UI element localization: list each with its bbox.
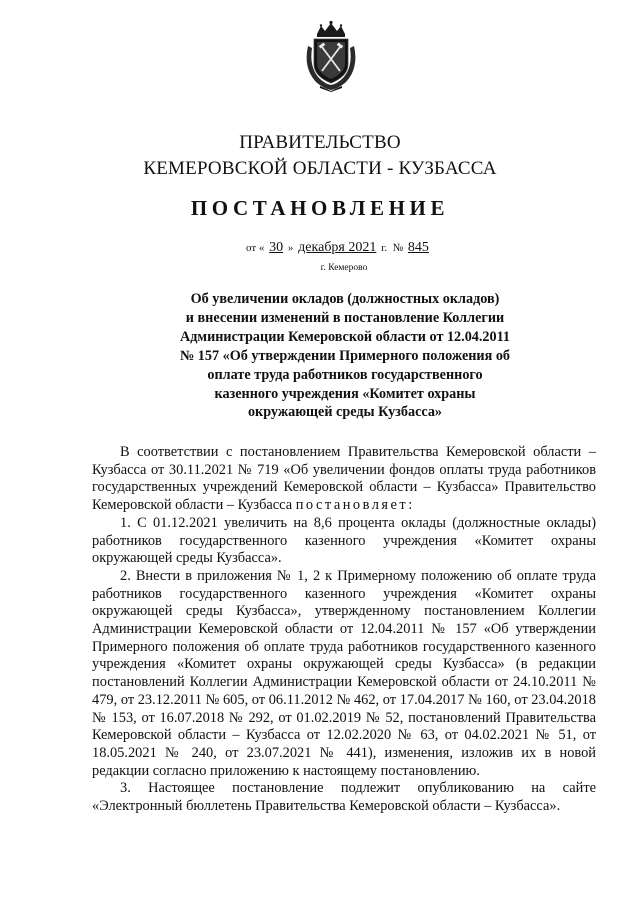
subject-line: и внесении изменений в постановление Коллегии bbox=[185, 309, 505, 326]
intro-text: В соответствии с постановлением Правительства Кемеровской области – Кузбасса от 30.11.2021 № 719 «Об увеличении фондов оплаты труда работников государственных учреждений Кемеровской области – Кузбасса» Правительство Кемеровской области – Кузбасса bbox=[92, 444, 596, 514]
decree-body bbox=[92, 444, 596, 816]
subject-line: № 157 «Об утверждении Примерного положения об bbox=[179, 347, 511, 364]
date-day: 30 bbox=[269, 240, 284, 255]
decree-date-line bbox=[246, 240, 431, 256]
date-month-year: декабря 2021 bbox=[298, 240, 377, 255]
item-1-paragraph: 1. С 01.12.2021 увеличить на 8,6 процента оклады (должностные оклады) работников государственного казенного учреждения «Комитет охраны окружающей среды Кузбасса». bbox=[92, 514, 596, 567]
subject-line: Об увеличении окладов (должностных окладов) bbox=[190, 291, 500, 307]
item-3-paragraph: 3. Настоящее постановление подлежит опубликованию на сайте «Электронный бюллетень Правительства Кемеровской области – Кузбасса». bbox=[92, 780, 596, 815]
date-prefix: от bbox=[246, 242, 257, 254]
decree-number: 845 bbox=[407, 240, 429, 255]
intro-paragraph bbox=[92, 444, 596, 515]
subject-line: Администрации Кемеровской области от 12.04.2011 bbox=[179, 328, 511, 345]
subject-line: оплате труда работников государственного bbox=[207, 366, 483, 383]
decree-number-label: № bbox=[392, 242, 404, 254]
item-2-paragraph: 2. Внести в приложения № 1, 2 к Примерному положению об оплате труда работников государственного казенного учреждения «Комитет охраны окружающей среды Кузбасса», утвержденному постановлением Коллегии Администрации Кемеровской области от 12.04.2011 № 157 «Об утверждении Примерного положения об оплате труда работников государственного казенного учреждения «Комитет охраны окружающей среды Кузбасса» (в редакции постановлений Коллегии Администрации Кемеровской области от 24.10.2011 № 479, от 23.12.2011 № 605, от 06.11.2012 № 462, от 17.04.2017 № 160, от 23.04.2018 № 153, от 16.07.2018 № 292, от 01.02.2019 № 52, постановлений Правительства Кемеровской области – Кузбасса от 12.02.2020 № 63, от 04.02.2021 № 51, от 18.05.2021 № 240, от 23.07.2021 № 441), изменения, изложив их в новой редакции согласно приложению к настоящему постановлению. bbox=[92, 567, 596, 779]
document-title: ПОСТАНОВЛЕНИЕ bbox=[190, 196, 450, 220]
date-open-quote: « bbox=[258, 242, 265, 254]
intro-verb: постановляет: bbox=[295, 497, 415, 514]
decree-subject bbox=[150, 290, 540, 422]
government-name-line1: ПРАВИТЕЛЬСТВО bbox=[239, 132, 401, 153]
coat-of-arms-icon bbox=[300, 20, 362, 92]
subject-line: окружающей среды Кузбасса» bbox=[247, 404, 443, 421]
decree-city: г. Кемерово bbox=[320, 263, 368, 273]
subject-line: казенного учреждения «Комитет охраны bbox=[214, 385, 476, 402]
government-name-line2: КЕМЕРОВСКОЙ ОБЛАСТИ - КУЗБАССА bbox=[143, 158, 497, 179]
date-year-suffix: г. bbox=[381, 242, 388, 254]
date-close-quote: » bbox=[287, 242, 294, 254]
